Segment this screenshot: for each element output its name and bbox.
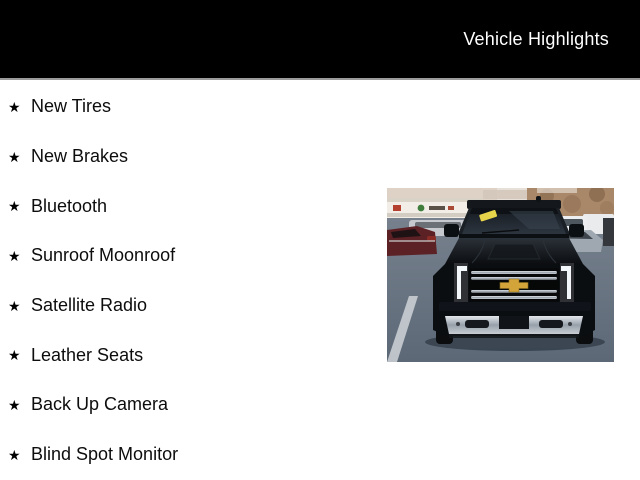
list-item bbox=[0, 281, 380, 331]
star-icon: ★ bbox=[8, 98, 21, 115]
truck-antenna bbox=[536, 196, 541, 202]
star-icon: ★ bbox=[8, 347, 21, 364]
star-icon: ★ bbox=[8, 297, 21, 314]
star-icon: ★ bbox=[8, 396, 21, 413]
bumper-license-mount bbox=[499, 316, 529, 329]
vehicle-photo bbox=[387, 188, 614, 362]
page-title: Vehicle Highlights bbox=[463, 28, 609, 49]
tow-hook-left bbox=[456, 322, 460, 326]
highlight-label: New Brakes bbox=[31, 146, 129, 167]
bumper-lower-lip bbox=[449, 334, 579, 338]
grille-bar bbox=[471, 296, 557, 299]
bumper-fog-slot-right bbox=[539, 320, 563, 328]
highlight-label: Sunroof Moonroof bbox=[31, 245, 176, 266]
header-bar bbox=[0, 0, 640, 80]
tow-hook-right bbox=[568, 322, 572, 326]
star-icon: ★ bbox=[8, 247, 21, 264]
star-icon: ★ bbox=[8, 148, 21, 165]
grille-bar bbox=[471, 271, 557, 274]
list-item bbox=[0, 181, 380, 231]
list-item bbox=[0, 330, 380, 380]
highlight-label: Satellite Radio bbox=[31, 295, 148, 316]
list-item bbox=[0, 380, 380, 430]
list-item bbox=[0, 132, 380, 182]
highlight-label: Blind Spot Monitor bbox=[31, 444, 179, 465]
highlight-label: New Tires bbox=[31, 96, 112, 117]
highlight-label: Leather Seats bbox=[31, 344, 144, 365]
truck-mirror-left bbox=[444, 224, 459, 237]
list-item bbox=[0, 82, 380, 132]
hood-scoop bbox=[488, 244, 540, 259]
list-item bbox=[0, 430, 380, 480]
bumper-top-bar bbox=[439, 302, 591, 311]
highlight-label: Bluetooth bbox=[31, 195, 108, 216]
truck-mirror-right bbox=[569, 224, 584, 237]
list-item bbox=[0, 231, 380, 281]
star-icon: ★ bbox=[8, 446, 21, 463]
bumper-fog-slot-left bbox=[465, 320, 489, 328]
truck-roof bbox=[467, 200, 561, 209]
star-icon: ★ bbox=[8, 198, 21, 215]
highlight-label: Back Up Camera bbox=[31, 394, 169, 415]
vehicle-photo-scene bbox=[387, 188, 614, 362]
highlights-list bbox=[0, 82, 380, 480]
